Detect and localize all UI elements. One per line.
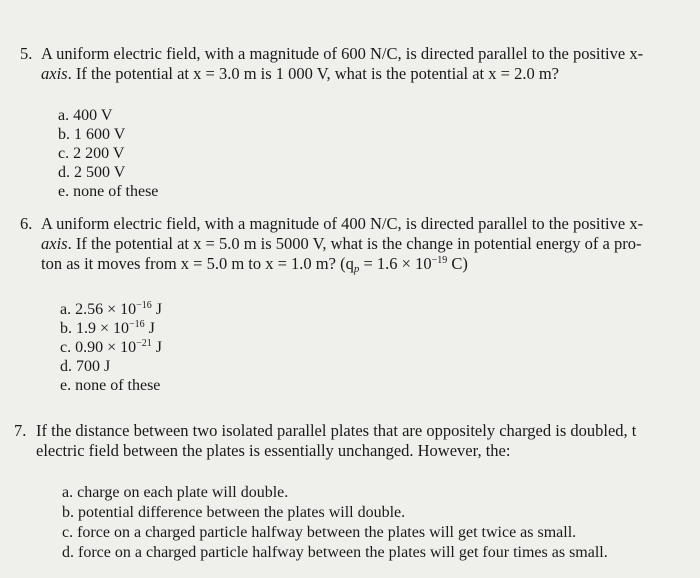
stem-text: electric field between the plates is essentially unchanged. However, the:: [36, 441, 511, 460]
choice-d: d. 700 J: [60, 358, 111, 375]
choice-unit: J: [151, 301, 162, 318]
superscript: −19: [431, 255, 448, 266]
choice-b: [60, 319, 162, 338]
choice-c: [60, 338, 162, 357]
stem-text: . If the potential at x = 5.0 m is 5000 V, what is the change in potential energy of a pro-: [67, 234, 642, 253]
choice-text: a. 2.56 × 10: [60, 301, 137, 318]
question-number: 7.: [14, 421, 27, 440]
answer-choices: [60, 300, 162, 395]
choice-text: c. 0.90 × 10: [60, 339, 137, 356]
question-stem-line1: [41, 44, 643, 63]
choice-a: [60, 300, 162, 319]
stem-text: A uniform electric field, with a magnitude of 600 N/C, is directed parallel to the positive x-: [41, 44, 644, 63]
choice-a: a. charge on each plate will double.: [62, 484, 289, 501]
question-6: [20, 214, 700, 409]
question-stem-line2: [41, 234, 641, 253]
choice-c: c. force on a charged particle halfway between the plates will get twice as small.: [62, 524, 577, 541]
stem-text: . If the potential at x = 3.0 m is 1 000 V, what is the potential at x = 2.0 m?: [67, 64, 559, 83]
choice-text: b. 1.9 × 10: [60, 320, 130, 337]
question-number: 6.: [20, 214, 33, 233]
choice-b: b. 1 600 V: [58, 126, 126, 143]
subscript: p: [353, 263, 360, 275]
stem-text-italic: axis: [41, 234, 68, 253]
question-stem-line2: [41, 64, 559, 83]
choice-b: b. potential difference between the plates will double.: [62, 504, 406, 521]
answer-choices: [62, 483, 608, 563]
stem-text: ton as it moves from x = 5.0 m to x = 1.0 m? (q: [41, 254, 354, 273]
stem-text: If the distance between two isolated parallel plates that are oppositely charged is doubled, t: [36, 421, 637, 440]
question-7: [14, 421, 700, 578]
superscript: −16: [136, 300, 152, 311]
question-5: [20, 44, 700, 204]
question-stem-line1: [41, 214, 643, 233]
choice-e: e. none of these: [60, 377, 161, 394]
choice-unit: J: [151, 339, 162, 356]
choice-c: c. 2 200 V: [58, 145, 125, 162]
choice-unit: J: [144, 320, 155, 337]
choice-d: d. 2 500 V: [58, 164, 126, 181]
question-stem-line2: [36, 441, 510, 460]
question-stem-line1: [36, 421, 636, 440]
stem-text-italic: axis: [41, 64, 68, 83]
stem-text: = 1.6 × 10: [359, 254, 432, 273]
choice-d: d. force on a charged particle halfway between the plates will get four times as small.: [62, 544, 608, 561]
stem-text: C): [447, 254, 468, 273]
question-number: 5.: [20, 44, 33, 63]
stem-text: A uniform electric field, with a magnitude of 400 N/C, is directed parallel to the positive x-: [41, 214, 644, 233]
question-stem-line3: [41, 254, 468, 273]
answer-choices: [58, 106, 158, 201]
choice-e: e. none of these: [58, 183, 159, 200]
superscript: −16: [129, 319, 145, 330]
superscript: −21: [136, 338, 152, 349]
choice-a: a. 400 V: [58, 107, 113, 124]
